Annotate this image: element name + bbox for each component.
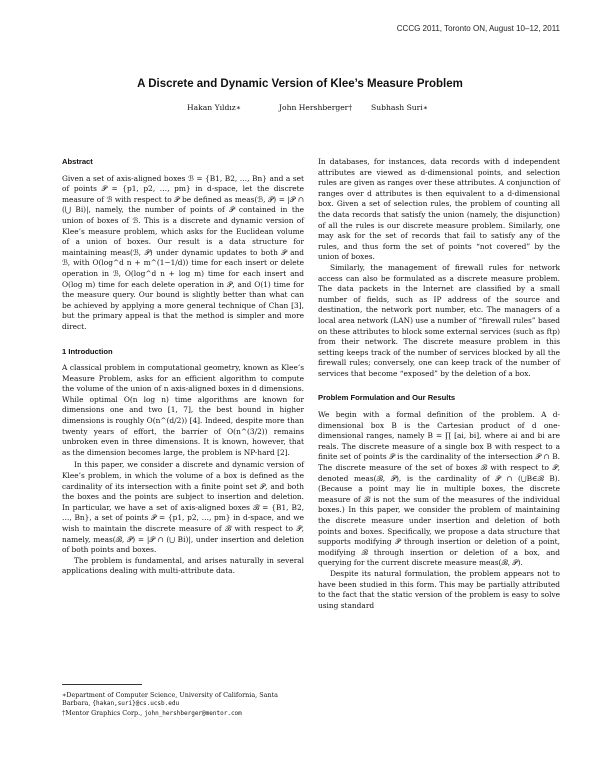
author-2: John Hershberger†: [279, 103, 353, 112]
intro-paragraph-2: In this paper, we consider a discrete and dynamic version of Klee’s problem, in which the volume of a box is defined as the cardinality of its intersection with a finite point set 𝒫, and both the boxes and the points are subject to insertion and deletion. In particular, we have a set of axis-aligned boxes ℬ = {B1, B2, …, Bn}, a set of points 𝒫 = {p1, p2, …, pm} in d-space, and we wish to maintain the discrete measure of ℬ with respect to 𝒫, namely, meas(ℬ, 𝒫) = |𝒫 ∩ (⋃ Bi)|, under insertion and deletion of both points and boxes.: [62, 460, 304, 555]
introduction-heading: 1 Introduction: [62, 346, 113, 356]
footnote-2-email: john_hershberger@mentor.com: [144, 709, 242, 717]
footnote-2: [62, 709, 304, 718]
author-1: Hakan Yıldız∗: [187, 103, 241, 112]
right-paragraph-1: In databases, for instances, data records with d independent attributes are viewed as d-dimensional points, and selection rules are given as ranges over these attributes. A conjunction of ranges over d attributes is then equivalent to a d-dimensional box. Given a set of selection rules, the problem of counting all the data records that satisfy the union (namely, the disjunction) of all the rules is our discrete measure problem. Similarly, one may ask for the set of records that fail to satisfy any of the rules, and thus form the set of points “not covered” by the union of boxes.: [318, 157, 560, 262]
abstract-heading: Abstract: [62, 157, 93, 166]
abstract-text: Given a set of axis-aligned boxes ℬ = {B1, B2, …, Bn} and a set of points 𝒫 = {p1, p2, …, pm} in d-space, let the discrete measure of ℬ with respect to 𝒫 be defined as meas(ℬ, 𝒫) = |𝒫 ∩ (⋃ Bi)|, namely, the number of points of 𝒫 contained in the union of boxes of ℬ. This is a discrete and dynamic version of Klee’s measure problem, which asks for the Euclidean volume of a union of boxes. Our result is a data structure for maintaining meas(ℬ, 𝒫) under dynamic updates to both 𝒫 and ℬ, with O(log^d n + m^(1−1/d)) time for each insert or delete operation in ℬ, O(log^d n + log m) time for each insert and O(log m) time for each delete operation in 𝒫, and O(1) time for the measure query. Our bound is slightly better than what can be achieved by applying a more general technique of Chan [3], but the primary appeal is that the method is simpler and more direct.: [62, 173, 304, 331]
author-3: Subhash Suri∗: [371, 103, 428, 112]
intro-paragraph-3: The problem is fundamental, and arises naturally in several applications dealing with multi-attribute data.: [62, 555, 304, 576]
footnotes: [62, 684, 304, 718]
footnote-rule: [62, 684, 142, 685]
right-column: [318, 157, 560, 611]
footnote-1: [62, 691, 304, 709]
footnote-1-email: {hakan,suri}@cs.ucsb.edu: [92, 700, 180, 708]
running-head: CCCG 2011, Toronto ON, August 10–12, 2011: [396, 24, 560, 33]
right-paragraph-3: We begin with a formal definition of the problem. A d-dimensional box B is the Cartesian product of d one-dimensional ranges, namely B = ∏ [ai, bi], where ai and bi are reals. The discrete measure of a single box B with respect to a finite set of points 𝒫 is the cardinality of the intersection 𝒫 ∩ B. The discrete measure of the set of boxes ℬ with respect to 𝒫, denoted meas(ℬ, 𝒫), is the cardinality of 𝒫 ∩ (⋃B∈ℬ B). (Because a point may lie in multiple boxes, the discrete measure of ℬ is not the sum of the measures of the individual boxes.) In this paper, we consider the problem of maintaining the discrete measure under insertion and deletion of both points and boxes. Specifically, we propose a data structure that supports modifying 𝒫 through insertion or deletion of a point, modifying ℬ through insertion or deletion of a box, and querying for the current discrete measure meas(ℬ, 𝒫).: [318, 410, 560, 568]
intro-paragraph-1: A classical problem in computational geometry, known as Klee’s Measure Problem, asks for an efficient algorithm to compute the volume of the union of n axis-aligned boxes in d dimensions. While optimal O(n log n) time algorithms are known for dimensions one and two [1, 7], the best bound in higher dimensions is roughly O(n^(d/2)) [4]. Indeed, despite more than twenty years of effort, the barrier of O(n^(3/2)) remains unbroken even in three dimensions. It is known, however, that as the dimension becomes large, the problem is NP-hard [2].: [62, 363, 304, 457]
footnote-2-text: †Mentor Graphics Corp.,: [62, 708, 143, 717]
left-column: [62, 157, 304, 577]
footnote-1-text: ∗Department of Computer Science, University of California, Santa Barbara,: [62, 691, 278, 708]
problem-formulation-heading: Problem Formulation and Our Results: [318, 393, 456, 403]
paper-title: A Discrete and Dynamic Version of Klee’s Measure Problem: [137, 78, 463, 90]
right-paragraph-2: Similarly, the management of firewall rules for network access can also be formulated as a discrete measure problem. The data packets in the Internet are classified by a small number of fields, such as IP address of the source and destination, the network port number, etc. The managers of a local area network (LAN) use a number of “firewall rules” based on these attributes to block some external services (such as ftp) from their network. The discrete measure problem in this setting keeps track of the number of services blocked by all the firewall rules; conversely, one can keep track of the number of services that become “exposed” by the deletion of a box.: [318, 262, 560, 378]
right-paragraph-4: Despite its natural formulation, the problem appears not to have been studied in this form. This may be partially attributed to the fact that the static version of the problem is easy to solve using standard: [318, 568, 560, 610]
